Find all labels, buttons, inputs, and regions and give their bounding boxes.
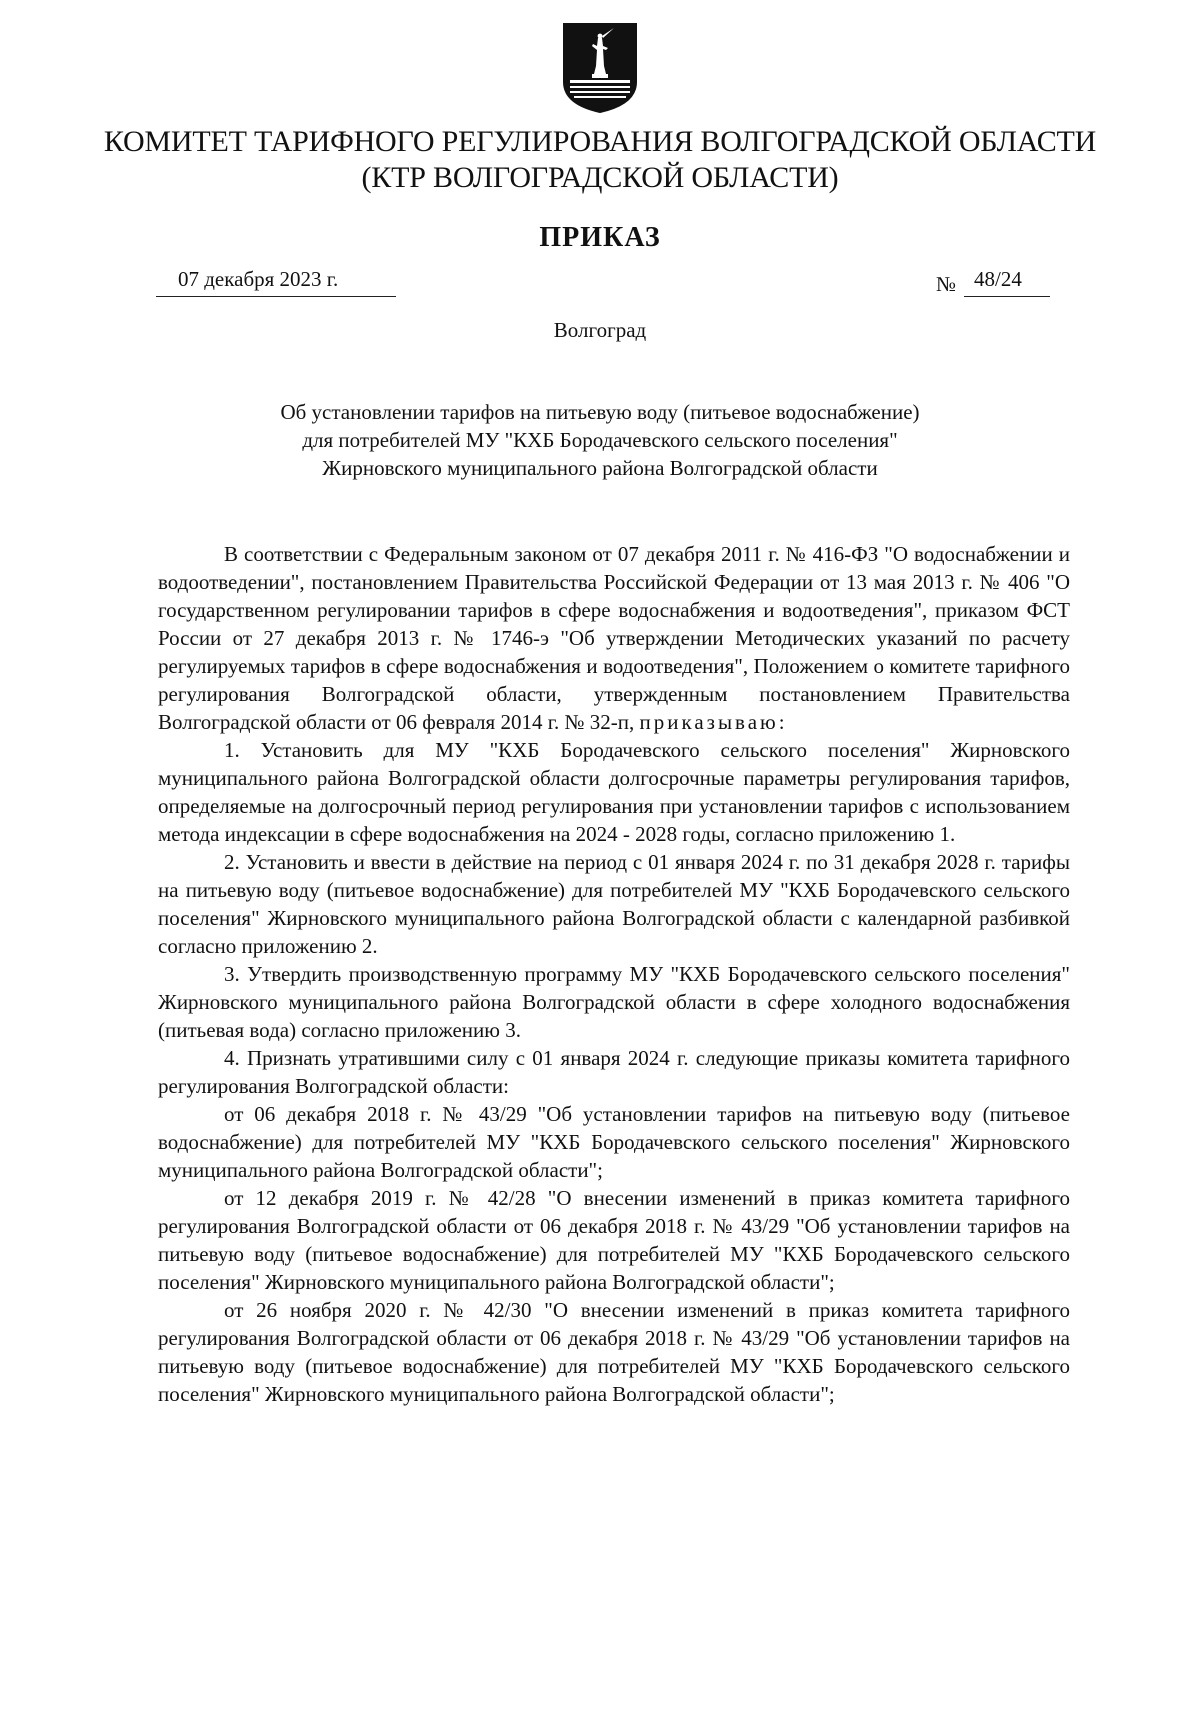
- preamble-text: В соответствии с Федеральным законом от 07 декабря 2011 г. № 416-ФЗ "О водоснабжении и водоотведении", постановлением Правительства Российской Федерации от 13 мая 2013 г. № 406 "О государственном регулировании тарифов в сфере водоснабжения и водоотведения", приказом ФСТ России от 27 декабря 2013 г. № 1746-э "Об утверждении Методических указаний по расчету регулируемых тарифов в сфере водоснабжения и водоотведения", Положением о комитете тарифного регулирования Волгоградской области, утвержденным постановлением Правительства Волгоградской области от 06 февраля 2014 г. № 32-п,: [158, 542, 1070, 734]
- subject-line: Жирновского муниципального района Волгоградской области: [322, 456, 878, 480]
- subject-line: для потребителей МУ "КХБ Бородачевского сельского поселения": [302, 428, 898, 452]
- order-subject: [0, 398, 1200, 482]
- repealed-order: от 26 ноября 2020 г. № 42/30 "О внесении изменений в приказ комитета тарифного регулирования Волгоградской области от 06 декабря 2018 г. № 43/29 "Об установлении тарифов на питьевую воду (питьевое водоснабжение) для потребителей МУ "КХБ Бородачевского сельского поселения" Жирновского муниципального района Волгоградской области";: [158, 1298, 1070, 1406]
- order-number-block: [936, 267, 1050, 297]
- volgograd-coat-of-arms-icon: [562, 22, 638, 114]
- city: Волгоград: [553, 318, 647, 342]
- order-item-4: 4. Признать утратившими силу с 01 января 2024 г. следующие приказы комитета тарифного регулирования Волгоградской области:: [158, 1046, 1070, 1098]
- preamble-paragraph: [158, 540, 1070, 736]
- agency-name: КОМИТЕТ ТАРИФНОГО РЕГУЛИРОВАНИЯ ВОЛГОГРАДСКОЙ ОБЛАСТИ: [103, 125, 1097, 158]
- number-sign: №: [936, 272, 957, 296]
- repealed-order: от 06 декабря 2018 г. № 43/29 "Об установлении тарифов на питьевую воду (питьевое водоснабжение) для потребителей МУ "КХБ Бородачевского сельского поселения" Жирновского муниципального района Волгоградской области";: [158, 1102, 1070, 1182]
- order-item-2: 2. Установить и ввести в действие на период с 01 января 2024 г. по 31 декабря 2028 г. тарифы на питьевую воду (питьевое водоснабжение) для потребителей МУ "КХБ Бородачевского сельского поселения" Жирновского муниципального района Волгоградской области с календарной разбивкой согласно приложению 2.: [158, 850, 1070, 958]
- subject-line: Об установлении тарифов на питьевую воду (питьевое водоснабжение): [280, 400, 920, 424]
- agency-abbreviation: (КТР ВОЛГОГРАДСКОЙ ОБЛАСТИ): [361, 161, 839, 194]
- order-body: [158, 540, 1070, 1408]
- order-date: 07 декабря 2023 г.: [156, 267, 396, 297]
- order-command-word: приказываю:: [639, 710, 788, 734]
- order-item-1: 1. Установить для МУ "КХБ Бородачевского сельского поселения" Жирновского муниципального района Волгоградской области долгосрочные параметры регулирования тарифов, определяемые на долгосрочный период регулирования при установлении тарифов с использованием метода индексации в сфере водоснабжения на 2024 - 2028 годы, согласно приложению 1.: [158, 738, 1070, 846]
- order-number: 48/24: [964, 267, 1050, 297]
- repealed-order: от 12 декабря 2019 г. № 42/28 "О внесении изменений в приказ комитета тарифного регулирования Волгоградской области от 06 декабря 2018 г. № 43/29 "Об установлении тарифов на питьевую воду (питьевое водоснабжение) для потребителей МУ "КХБ Бородачевского сельского поселения" Жирновского муниципального района Волгоградской области";: [158, 1186, 1070, 1294]
- document-type-title: ПРИКАЗ: [539, 222, 661, 253]
- order-item-3: 3. Утвердить производственную программу МУ "КХБ Бородачевского сельского поселения" Жирновского муниципального района Волгоградской области в сфере холодного водоснабжения (питьевая вода) согласно приложению 3.: [158, 962, 1070, 1042]
